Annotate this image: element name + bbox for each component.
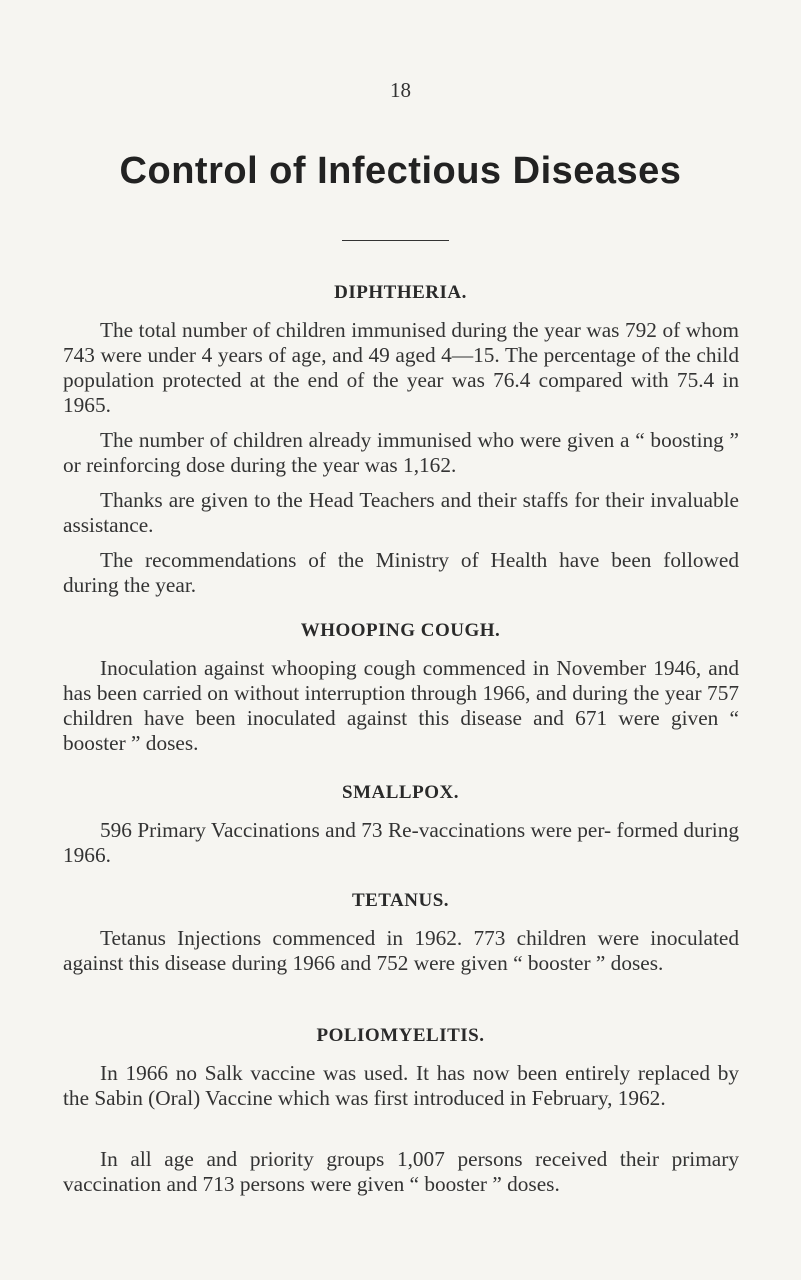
title-divider — [342, 240, 449, 241]
paragraph-smallpox — [63, 818, 739, 868]
paragraph-text: The recommendations of the Ministry of Health have been followed during the year. — [63, 548, 739, 597]
page-number: 18 — [390, 78, 411, 102]
paragraph-text: 596 Primary Vaccinations and 73 Re-vaccinations were per- formed during 1966. — [63, 818, 739, 867]
paragraph-diphtheria-ministry — [63, 548, 739, 598]
paragraph-text: Tetanus Injections commenced in 1962. 773 children were inoculated against this disease during 1966 and 752 were given “ booster ” doses. — [63, 926, 739, 975]
paragraph-text: The total number of children immunised during the year was 792 of whom 743 were under 4 years of age, and 49 aged 4—15. The percentage of the child population protected at the end of the year was 76.4 compared with 75.4 in 1965. — [63, 318, 739, 417]
paragraph-text: Thanks are given to the Head Teachers and their staffs for their invaluable assistance. — [63, 488, 739, 537]
paragraph-whooping-cough — [63, 656, 739, 756]
paragraph-tetanus — [63, 926, 739, 976]
section-heading-whooping-cough: WHOOPING COUGH. — [300, 620, 501, 641]
paragraph-text: In all age and priority groups 1,007 persons received their primary vaccination and 713 persons were given “ booster ” doses. — [63, 1147, 739, 1196]
paragraph-diphtheria-boosting — [63, 428, 739, 478]
paragraph-poliomyelitis-groups — [63, 1147, 739, 1197]
page-title: Control of Infectious Diseases — [119, 150, 682, 192]
section-heading-smallpox: SMALLPOX. — [342, 782, 459, 803]
section-heading-tetanus: TETANUS. — [351, 890, 450, 911]
section-heading-diphtheria: DIPHTHERIA. — [334, 282, 467, 303]
paragraph-diphtheria-thanks — [63, 488, 739, 538]
paragraph-diphtheria-immunised — [63, 318, 739, 418]
paragraph-text: Inoculation against whooping cough commenced in November 1946, and has been carried on without interruption through 1966, and during the year 757 children have been inoculated against this disease and 671 were given “ booster ” doses. — [63, 656, 739, 755]
paragraph-text: The number of children already immunised who were given a “ boosting ” or reinforcing dose during the year was 1,162. — [63, 428, 739, 477]
section-heading-poliomyelitis: POLIOMYELITIS. — [316, 1025, 485, 1046]
paragraph-text: In 1966 no Salk vaccine was used. It has now been entirely replaced by the Sabin (Oral) Vaccine which was first introduced in February, 1962. — [63, 1061, 739, 1110]
paragraph-poliomyelitis-salk — [63, 1061, 739, 1111]
